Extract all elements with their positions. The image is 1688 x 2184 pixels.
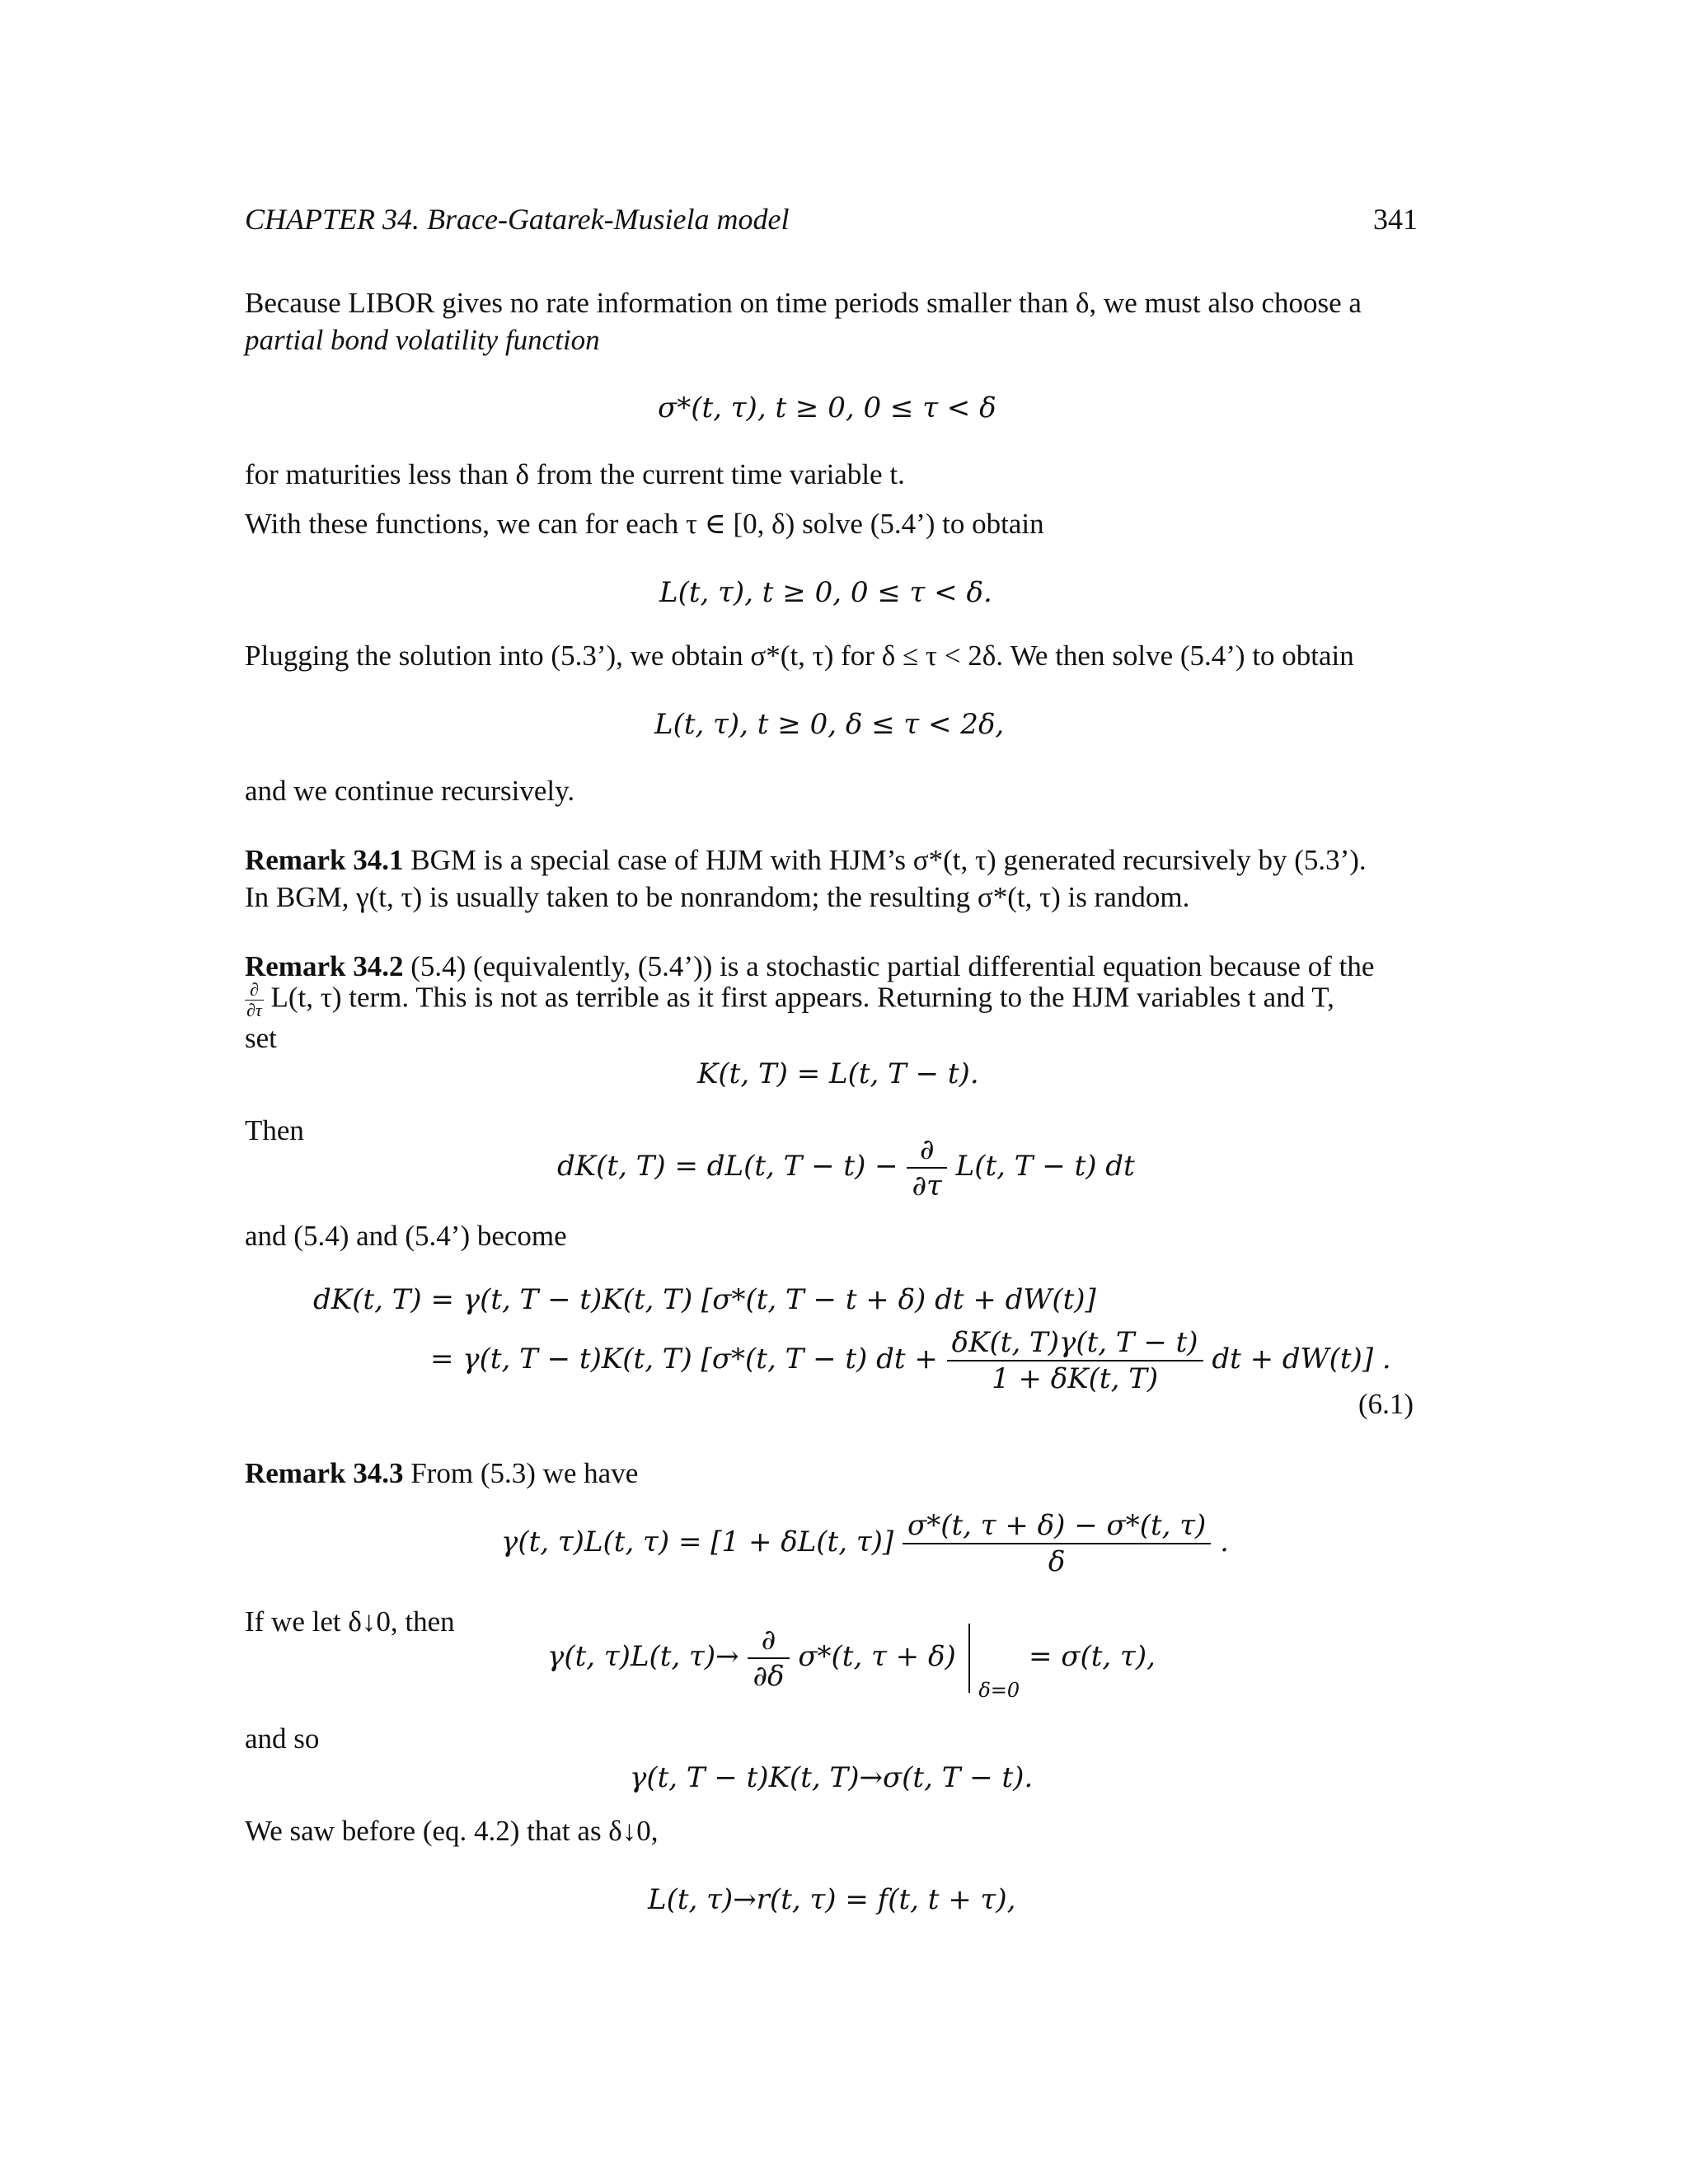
fraction-denominator: δ [1048,1545,1066,1578]
fraction-denominator: ∂δ [753,1660,785,1693]
equation-libor: L(t, τ), t ≥ 0, 0 ≤ τ < δ. [659,576,992,609]
equation-k-def: K(t, T) = L(t, T − t). [697,1057,979,1090]
fraction-denominator: ∂τ [246,1000,262,1020]
equation-dk [557,1133,1135,1202]
equation-part: dt + dW(t)] . [1212,1343,1391,1376]
equation-part: dK(t, T) = dL(t, T − t) − [557,1150,898,1183]
partial-fraction [245,981,264,1019]
equation-part: γ(t, τ)L(t, τ)→ [547,1640,739,1673]
equation-part: L(t, T − t) dt [955,1150,1135,1183]
fraction-numerator: ∂ [907,1136,946,1169]
equation-part: . [1220,1526,1229,1558]
remark-line: In BGM, γ(t, τ) is usually taken to be nonrandom; the resulting σ*(t, τ) is random. [245,881,1190,913]
paragraph-line: With these functions, we can for each τ ∈ [0, δ) solve (5.4’) to obtain [245,508,1044,540]
paragraph-line: Plugging the solution into (5.3’), we obtain σ*(t, τ) for δ ≤ τ < 2δ. We then solve (5.4’) to obtain [245,640,1354,672]
paragraph-line-italic: partial bond volatility function [245,324,600,356]
remark-label: Remark 34.1 [245,844,404,876]
equation-dk-line2 [430,1326,1391,1395]
fraction-denominator: ∂τ [912,1169,942,1202]
equation-part: = σ(t, τ), [1028,1640,1156,1673]
page-number: 341 [1373,203,1418,236]
remark-text: L(t, τ) term. This is not as terrible as it first appears. Returning to the HJM variables t and T, [270,981,1334,1014]
paragraph-line: If we let δ↓0, then [245,1605,455,1638]
equation-sigma-star: σ*(t, τ), t ≥ 0, 0 ≤ τ < δ [658,391,996,424]
fraction [903,1511,1211,1576]
fraction-numerator: ∂ [748,1626,789,1659]
equation-gamma-l [501,1511,1229,1576]
paragraph-line: Then [245,1114,304,1146]
equation-dk-line1: dK(t, T) = γ(t, T − t)K(t, T) [σ*(t, T − t + δ) dt + dW(t)] [313,1283,1096,1316]
paragraph-line: Because LIBOR gives no rate information on time periods smaller than δ, we must also choose a [245,287,1362,319]
remark-line: set [245,1022,277,1054]
remark-line [245,1459,638,1488]
paragraph-line: and we continue recursively. [245,775,575,807]
paragraph-line: and so [245,1722,320,1755]
fraction-numerator: δK(t, T)γ(t, T − t) [947,1329,1203,1361]
equation-number: (6.1) [1358,1388,1414,1420]
fraction-numerator: σ*(t, τ + δ) − σ*(t, τ) [903,1511,1211,1544]
running-header: CHAPTER 34. Brace-Gatarek-Musiela model [245,203,790,236]
paragraph-line: and (5.4) and (5.4’) become [245,1220,567,1252]
remark-label: Remark 34.3 [245,1457,404,1489]
equation-part: = γ(t, T − t)K(t, T) [σ*(t, T − t) dt + [430,1343,938,1376]
remark-line [245,952,1374,981]
equation-libor-2: L(t, τ), t ≥ 0, δ ≤ τ < 2δ, [654,708,1005,741]
equation-part: σ*(t, τ + δ) [798,1640,956,1673]
evaluation-subscript: δ=0 [978,1679,1020,1702]
equation-part: γ(t, τ)L(t, τ) = [1 + δL(t, τ)] [501,1526,894,1558]
remark-line [245,981,1334,1019]
remark-label: Remark 34.2 [245,950,404,982]
remark-text: BGM is a special case of HJM with HJM’s σ*(t, τ) generated recursively by (5.3’). [410,844,1367,876]
equation-limit [547,1624,1156,1700]
fraction-denominator: 1 + δK(t, T) [992,1362,1159,1395]
paragraph-line: for maturities less than δ from the current time variable t. [245,458,905,490]
evaluation-bar [968,1624,970,1693]
partial-fraction [907,1133,946,1202]
equation-l-limit: L(t, τ)→r(t, τ) = f(t, t + τ), [648,1883,1016,1916]
fraction-numerator: ∂ [245,981,264,1001]
remark-text: (5.4) (equivalently, (5.4’)) is a stochastic partial differential equation because of the [410,950,1375,982]
remark-line [245,846,1367,874]
fraction [947,1326,1203,1395]
remark-text: From (5.3) we have [410,1457,639,1489]
partial-fraction [748,1624,789,1693]
paragraph-line: We saw before (eq. 4.2) that as δ↓0, [245,1815,659,1847]
equation-gamma-k: γ(t, T − t)K(t, T)→σ(t, T − t). [630,1761,1034,1794]
